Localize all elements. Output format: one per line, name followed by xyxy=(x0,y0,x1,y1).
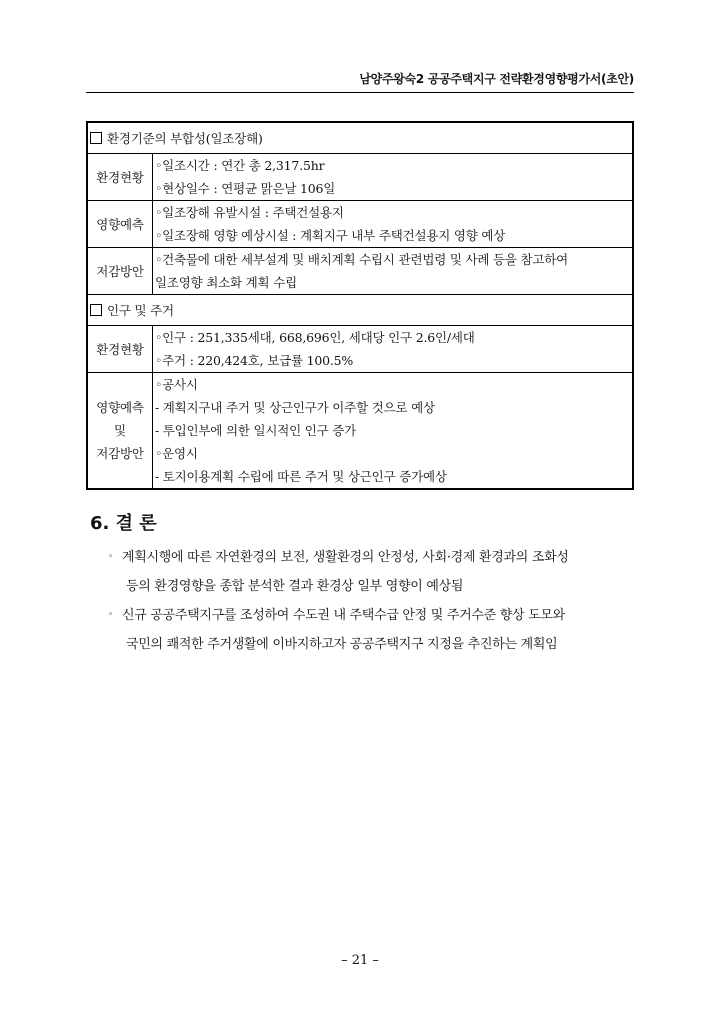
content-line: ◦일조장해 유발시설 : 주택건설용지 xyxy=(155,205,344,220)
bullet-icon: ◦ xyxy=(108,552,114,562)
conclusion-heading: 6. 결 론 xyxy=(90,513,157,534)
section-cell-sunlight xyxy=(87,122,633,154)
content-line: ◦일조장해 영향 예상시설 : 계획지구 내부 주택건설용지 영향 예상 xyxy=(155,228,506,243)
row-label: 환경현황 xyxy=(87,154,153,201)
row-label: 저감방안 xyxy=(87,248,153,295)
content-line: - 토지이용계획 수립에 따른 주거 및 상근인구 증가예상 xyxy=(155,469,447,484)
table-row xyxy=(87,373,633,490)
row-content xyxy=(153,154,634,201)
row-label-line: 및 xyxy=(114,423,126,438)
table-section-row xyxy=(87,295,633,326)
table-row xyxy=(87,326,633,373)
row-label xyxy=(87,373,153,490)
content-line: ◦공사시 xyxy=(155,377,198,392)
row-label-line: 저감방안 xyxy=(96,446,144,461)
page-number: – 21 – xyxy=(341,953,379,968)
checkbox-square-icon xyxy=(90,132,102,144)
assessment-summary-table xyxy=(86,121,634,490)
header-rule xyxy=(86,92,634,93)
content-line: ◦주거 : 220,424호, 보급률 100.5% xyxy=(155,353,354,368)
row-label: 환경현황 xyxy=(87,326,153,373)
content-line: ◦건축물에 대한 세부설계 및 배치계획 수립시 관련법령 및 사례 등을 참고하여 xyxy=(155,252,569,267)
conclusion-text: 계획시행에 따른 자연환경의 보전, 생활환경의 안정성, 사회·경제 환경과의 조화성 xyxy=(122,550,569,565)
row-label: 영향예측 xyxy=(87,201,153,248)
content-line: ◦인구 : 251,335세대, 668,696인, 세대당 인구 2.6인/세대 xyxy=(155,330,475,345)
content-line: - 계획지구내 주거 및 상근인구가 이주할 것으로 예상 xyxy=(155,400,435,415)
content-line: ◦운영시 xyxy=(155,446,198,461)
table-section-row xyxy=(87,122,633,154)
row-label-line: 영향예측 xyxy=(96,400,144,415)
conclusion-paragraph-line: 국민의 쾌적한 주거생활에 이바지하고자 공공주택지구 지정을 추진하는 계획임 xyxy=(126,637,558,652)
conclusion-paragraph-line xyxy=(108,543,638,572)
table-row xyxy=(87,248,633,295)
content-line: - 투입인부에 의한 일시적인 인구 증가 xyxy=(155,423,357,438)
section-cell-population xyxy=(87,295,633,326)
conclusion-paragraph-line xyxy=(108,601,638,630)
section-title-sunlight: 환경기준의 부합성(일조장해) xyxy=(107,131,263,146)
conclusion-text: 신규 공공주택지구를 조성하여 수도권 내 주택수급 안정 및 주거수준 향상 도모와 xyxy=(122,608,565,623)
content-line: 일조영향 최소화 계획 수립 xyxy=(155,275,297,290)
section-title-population: 인구 및 주거 xyxy=(107,303,174,318)
conclusion-paragraph-line: 등의 환경영향을 종합 분석한 결과 환경상 일부 영향이 예상됨 xyxy=(126,579,464,594)
content-line: ◦현상일수 : 연평균 맑은날 106일 xyxy=(155,181,336,196)
checkbox-square-icon xyxy=(90,304,102,316)
row-content xyxy=(153,201,634,248)
table-row xyxy=(87,201,633,248)
table-row xyxy=(87,154,633,201)
content-line: ◦일조시간 : 연간 총 2,317.5hr xyxy=(155,158,325,173)
row-content xyxy=(153,373,634,490)
row-content xyxy=(153,248,634,295)
row-content xyxy=(153,326,634,373)
document-header-title: 남양주왕숙2 공공주택지구 전략환경영향평가서(초안) xyxy=(359,72,634,86)
bullet-icon: ◦ xyxy=(108,610,114,620)
conclusion-body xyxy=(108,543,638,659)
